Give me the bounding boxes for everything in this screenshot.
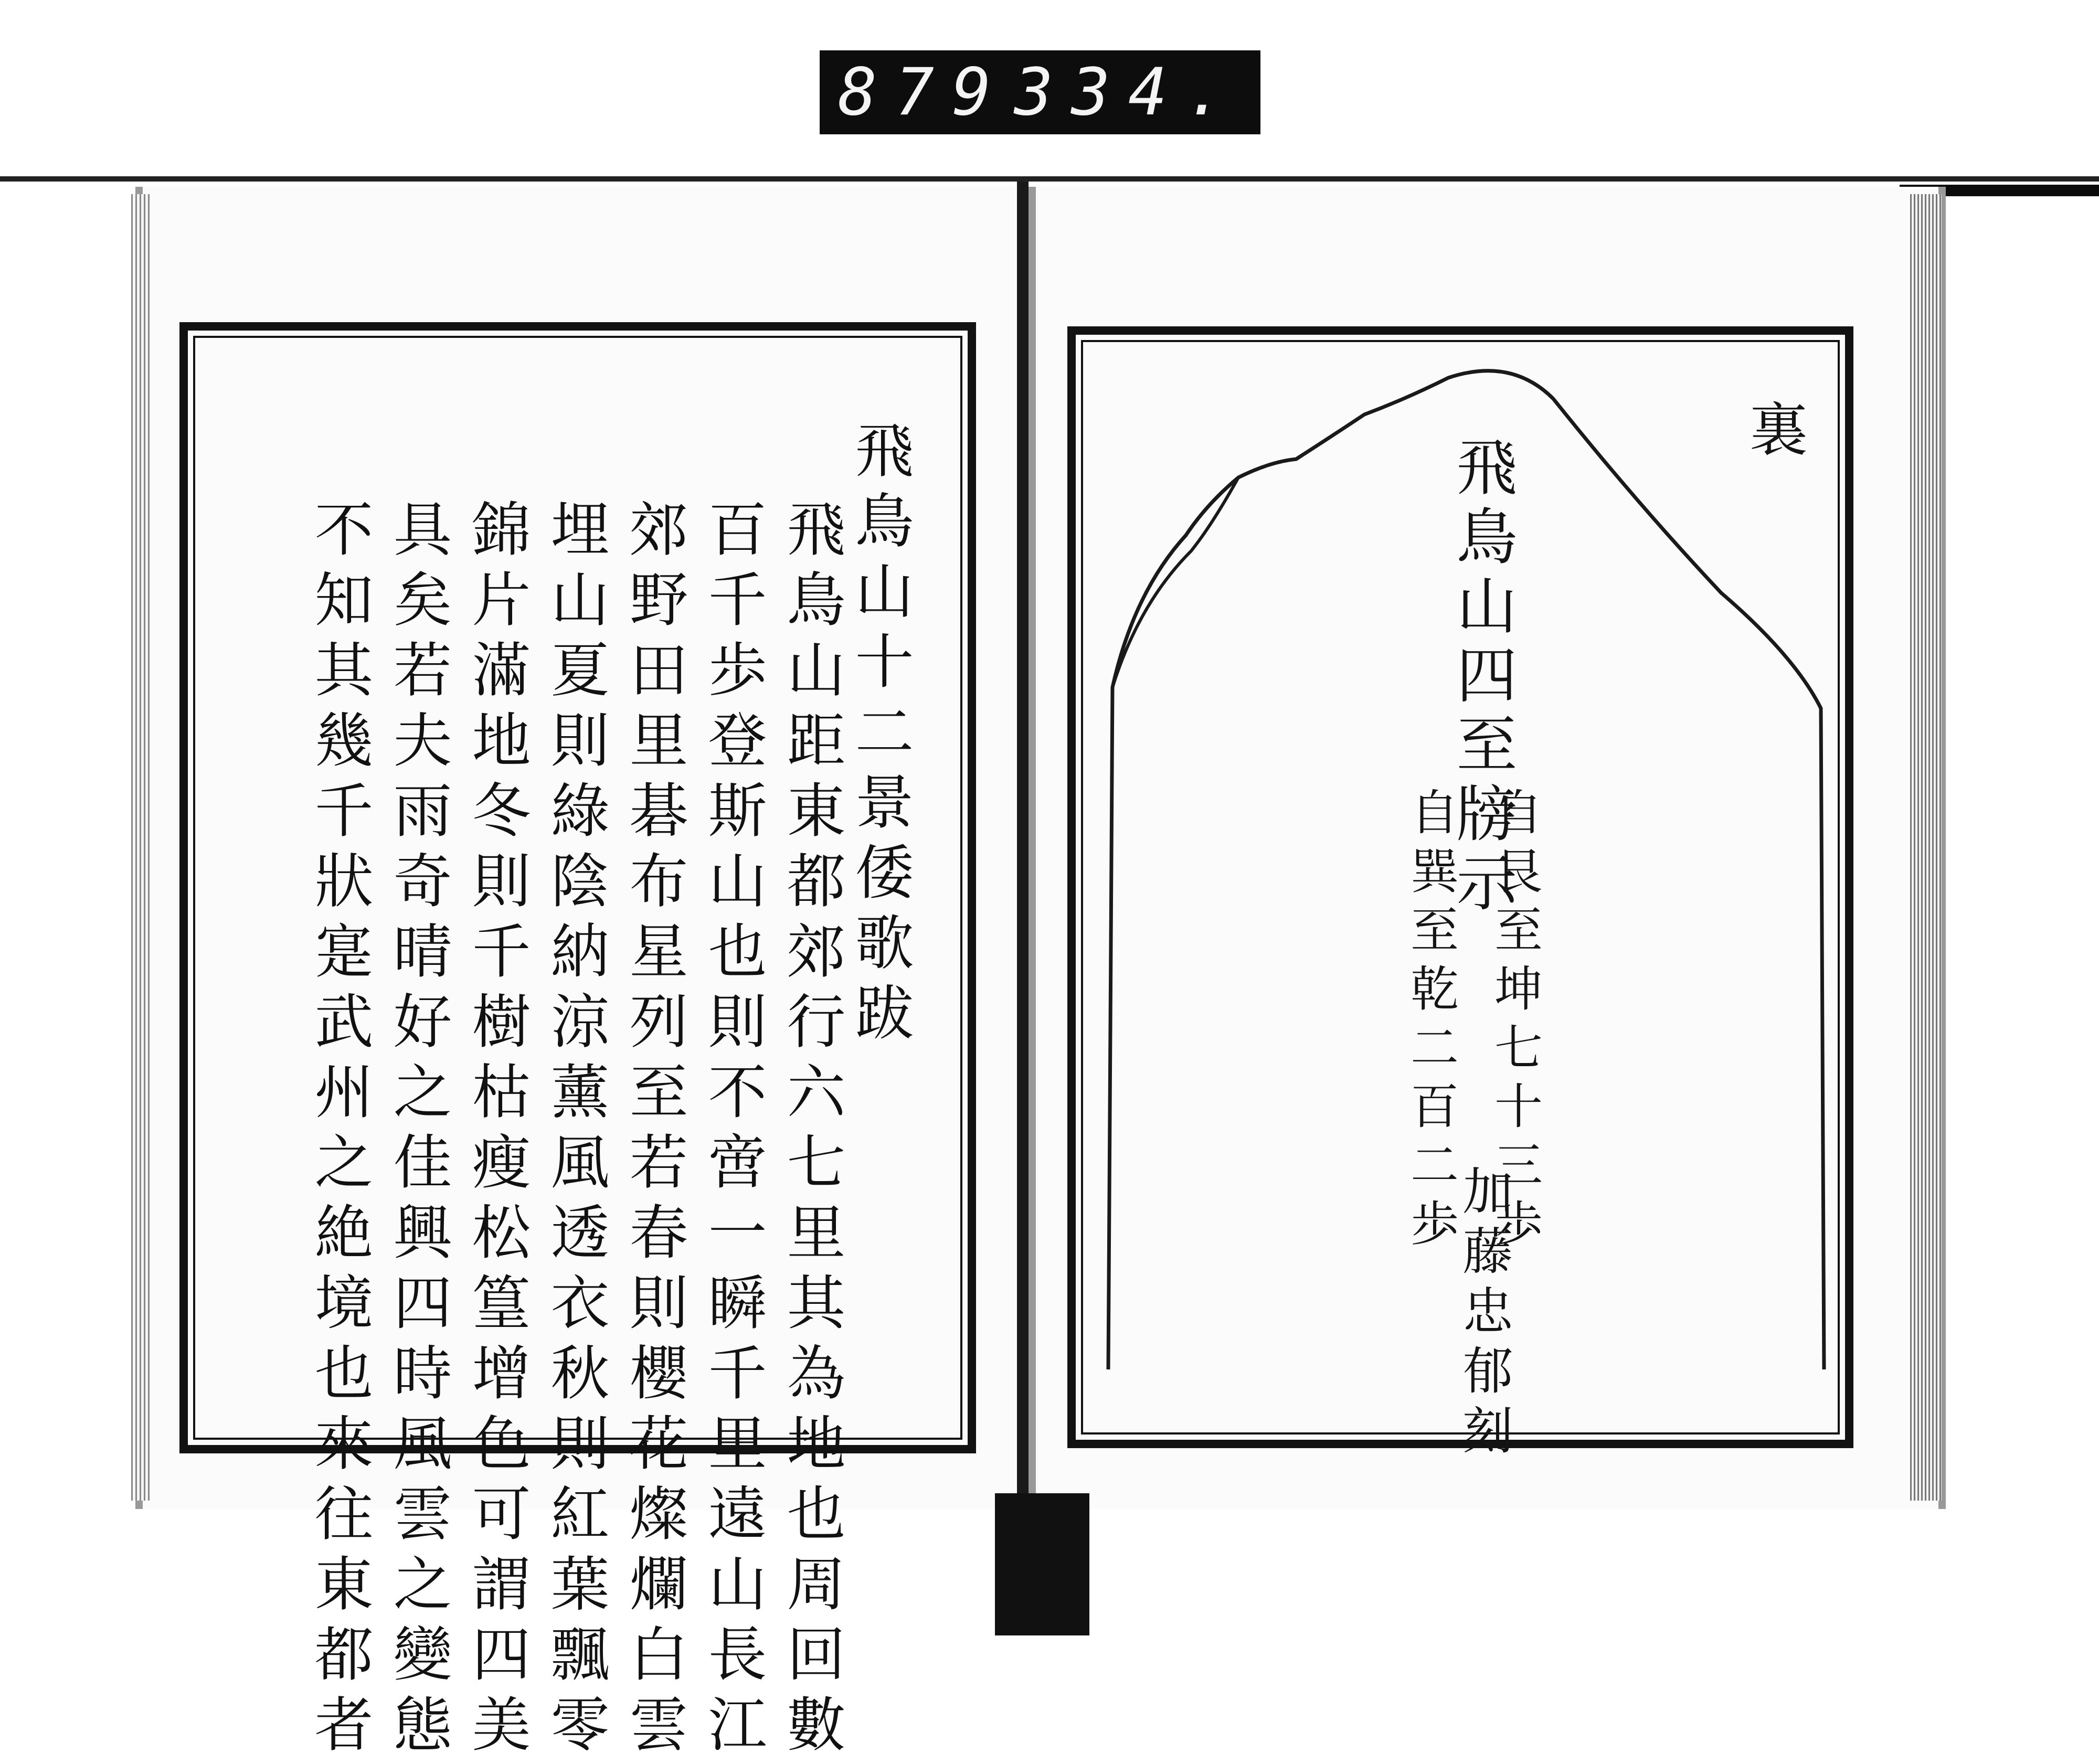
bearing-line-2: 自巽至乾二百二歩 [1403,787,1459,1257]
left-fore-edge [131,194,150,1501]
label-right-number: 334. [1014,55,1243,130]
left-page-text [231,404,939,1764]
top-rule [0,176,2099,182]
text-column-2: 百千歩登斯山也則不啻一瞬千里遠山長江 [698,498,767,1764]
text-column-7: 不知其幾千狀寔武州之絶境也來往東都者 [305,498,373,1764]
text-column-5: 錦片滿地冬則千樹枯瘦松篁增色可謂四美 [462,498,531,1764]
text-column-3: 郊野田里碁布星列至若春則櫻花燦爛白雲 [620,498,688,1764]
bearing-line-1: 自艮至坤七十三歩 [1487,787,1543,1257]
corner-mark: 裏 [1740,399,1808,458]
binding-tab [995,1493,1089,1635]
right-page-title: 飛鳥山四至牓示 [1446,435,1517,920]
text-column-4: 埋山夏則綠陰納涼薰風透衣秋則紅葉飄零 [541,498,609,1764]
catalogue-label [820,50,1260,134]
engraver-credit: 加藤忠郁刻 [1455,1165,1513,1464]
left-page-title: 飛鳥山十二景倭歌跋 [845,420,914,1053]
label-left-number: 879 [838,55,1009,130]
right-fore-edge [1910,194,1942,1501]
book-gutter [1017,182,1029,1509]
text-column-6: 具矣若夫雨奇晴好之佳興四時風雲之變態 [384,498,452,1764]
text-column-1: 飛鳥山距東都郊行六七里其為地也周回數 [777,498,845,1764]
